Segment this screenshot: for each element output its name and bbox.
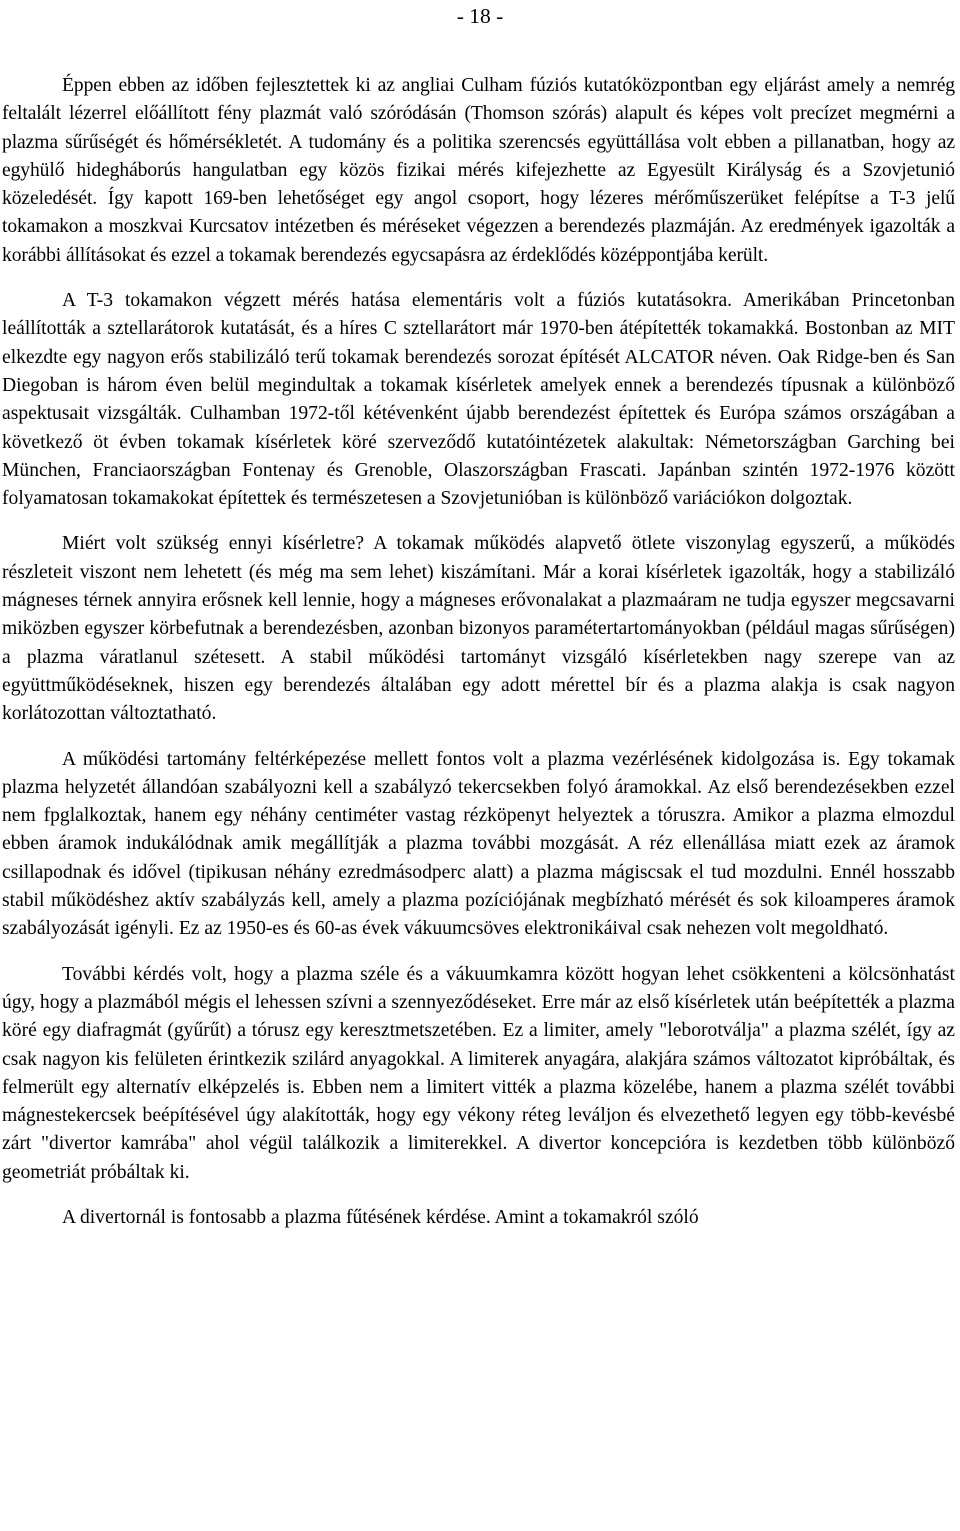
page-number: - 18 - [456,4,504,28]
paragraph: A T-3 tokamakon végzett mérés hatása elementáris volt a fúziós kutatásokra. Amerikában Princetonban leállították a sztellarátorok kutatását, és a híres C sztellarátort már 1970-ben átépítették tokamakká. Bostonban az MIT elkezdte egy nagyon erős stabilizáló terű tokamak berendezés sorozat építését ALCATOR néven. Oak Ridge-ben és San Diegoban is három éven belül megindultak a tokamak kísérletek amelyek ennek a berendezés típusnak a különböző aspektusait vizsgálták. Culhamban 1972-től kétévenként újabb berendezést építettek és Európa számos országában a következő öt évben tokamak kísérletek köré szerveződő kutatóintézetek alakultak: Németországban Garching bei München, Franciaországban Fontenay és Grenoble, Olaszországban Frascati. Japánban szintén 1972-1976 között folyamatosan tokamakokat építettek és természetesen a Szovjetunióban is különböző variációkon dolgoztak. [2,290,955,510]
body-text [2,72,955,1249]
paragraph: Miért volt szükség ennyi kísérletre? A tokamak működés alapvető ötlete viszonylag egyszerű, a működés részleteit viszont nem lehetett (és még ma sem lehet) kiszámítani. Már a korai kísérletek igazolták, hogy a stabilizáló mágneses térnek annyira erősnek kell lennie, hogy a mágneses erővonalakat a plazmaáram ne tudja egyszer megcsavarni miközben egyszer körbefutnak a berendezésben, azonban bizonyos paramétertartományokban (például magas sűrűségen) a plazma váratlanul szétesett. A stabil működési tartományt vizsgáló kísérletekben nagy szerepe van az együttműködéseknek, hiszen egy berendezés általában egy adott mérettel bír és a plazma alakja is csak nagyon korlátozottan változtatható. [2,533,955,725]
paragraph: A működési tartomány feltérképezése mellett fontos volt a plazma vezérlésének kidolgozása is. Egy tokamak plazma helyzetét állandóan szabályozni kell a szabályzó tekercsekben folyó áramokkal. Az első berendezésekben ezzel nem fpglalkoztak, hanem egy néhány centiméter vastag rézköpenyt helyeztek a tóruszra. Amikor a plazma elmozdul ebben áramok indukálódnak amik megállítják a plazma további mozgását. A réz ellenállása miatt ezek az áramok csillapodnak és idővel (tipikusan néhány ezredmásodperc alatt) a plazma mágiscsak el tud mozdulni. Ennél hosszabb stabil működéshez aktív szabályzás kell, amely a plazma pozíciójának megbízható mérését és sok kiloamperes áramok szabályozását igényli. Ez az 1950-es és 60-as évek vákuumcsöves elektronikáival csak nehezen volt megoldható. [2,748,955,940]
paragraph: A divertornál is fontosabb a plazma fűtésének kérdése. Amint a tokamakról szóló [62,1206,699,1228]
paragraph: További kérdés volt, hogy a plazma széle és a vákuumkamra között hogyan lehet csökkenteni a kölcsönhatást úgy, hogy a plazmából mégis el lehessen szívni a szennyeződéseket. Erre már az első kísérletek után beépítették a plazma köré egy diafragmát (gyűrűt) a tórusz egy keresztmetszetében. Ez a limiter, amely "leborotválja" a plazma szélét, így az csak nagyon kis felületen érintkezik szilárd anyagokkal. A limiterek anyagára, alakjára számos változatot kipróbáltak, és felmerült egy alternatív elképzelés is. Ebben nem a limitert vitték a plazma közelébe, hanem a plazma szélét további mágnestekercsek beépítésével úgy alakították, hogy egy vékony réteg leváljon és elvezethető legyen egy több-kevésbé zárt "divertor kamrába" ahol végül találkozik a limiterekkel. A divertor koncepcióra is kezdetben több különböző geometriát próbáltak ki. [2,963,956,1183]
paragraph: Éppen ebben az időben fejlesztettek ki az angliai Culham fúziós kutatóközpontban egy eljárást amely a nemrég feltalált lézerrel előállított fény plazmát való szóródásán (Thomson szórás) alapult és képes volt precízet megmérni a plazma sűrűségét és hőmérsékletét. A tudomány és a politika szerencsés együttállása volt ebben a pillanatban, hogy az egyhülő hidegháborús hangulatban egy közös fizikai mérés kifejezhette az Egyesült Királyság és a Szovjetunió közeledését. Így kapott 169-ben lehetőséget egy angol csoport, hogy lézeres mérőműszerüket felépítse a T-3 jelű tokamakon a moszkvai Kurcsatov intézetben és méréseket végezzen a berendezés plazmáján. Az eredmények igazolták a korábbi állításokat és ezzel a tokamak berendezés egycsapásra az érdeklődés középpontjába került. [2,75,955,266]
